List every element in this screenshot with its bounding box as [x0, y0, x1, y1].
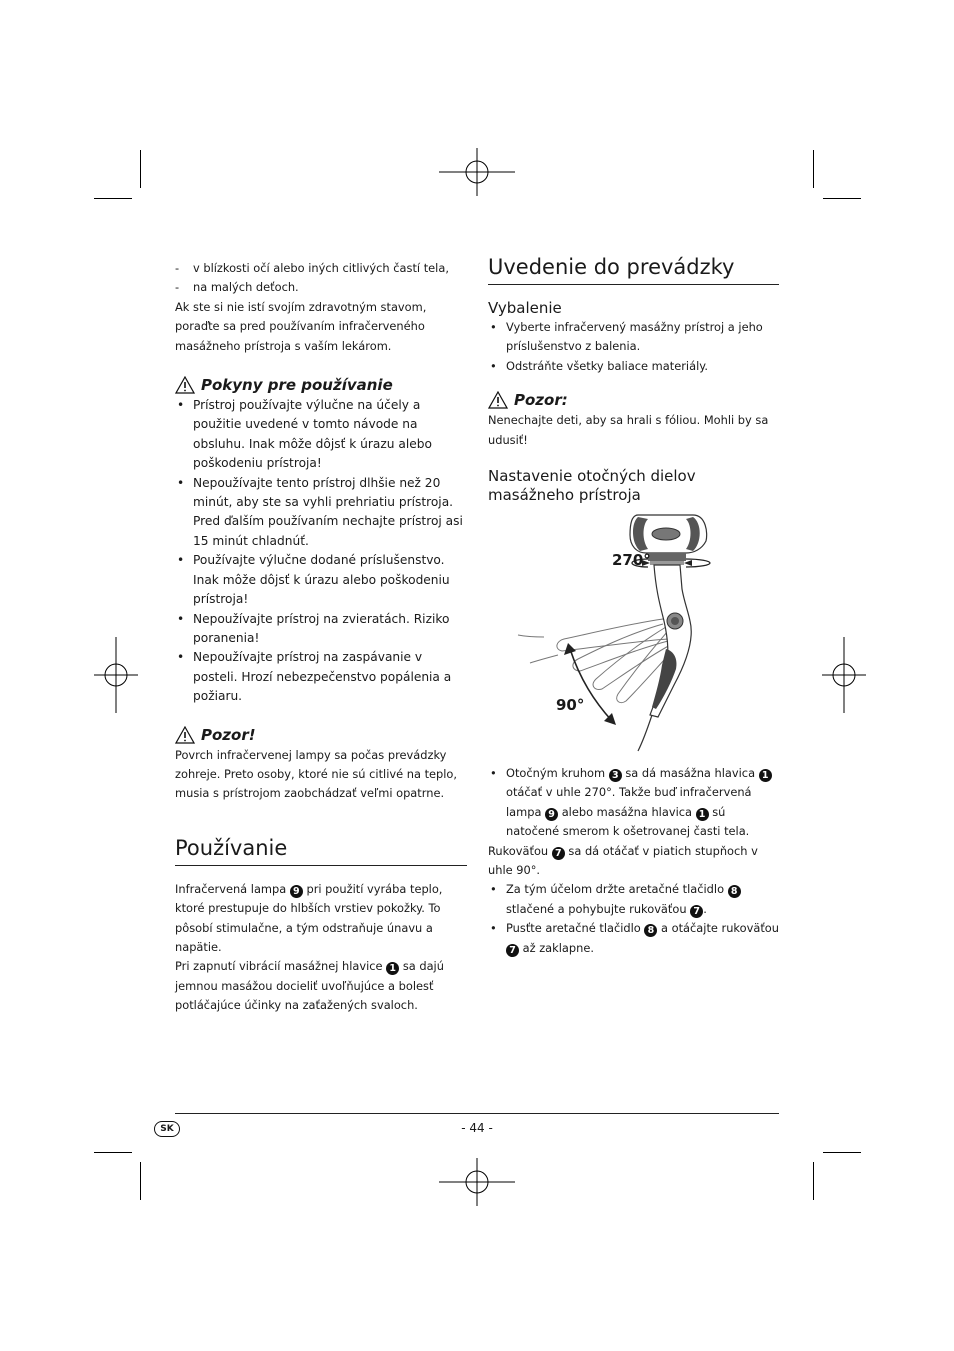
- angle-label-90: 90°: [556, 696, 585, 715]
- registration-mark-icon: [80, 637, 156, 713]
- angle-label-270: 270°: [612, 551, 651, 570]
- crop-mark: [823, 198, 861, 199]
- vybalenie-list: [488, 318, 779, 376]
- list-item: • Nepoužívajte prístroj na zvieratách. Riziko poranenia!: [175, 610, 467, 649]
- pozor-heading: [175, 725, 467, 745]
- pokyny-heading: [175, 375, 467, 395]
- list-item: • Odstráňte všetky baliace materiály.: [488, 357, 779, 376]
- crop-mark: [140, 1162, 141, 1200]
- number-badge: 7: [690, 905, 703, 918]
- warning-icon: [175, 376, 195, 394]
- pozor-title: Pozor:: [514, 391, 568, 410]
- crop-mark: [94, 1152, 132, 1153]
- language-badge: SK: [154, 1121, 180, 1137]
- crop-mark: [813, 1162, 814, 1200]
- warning-icon: [488, 391, 508, 409]
- vybalenie-heading: Vybalenie: [488, 299, 562, 317]
- registration-mark-icon: [439, 134, 515, 210]
- list-item: • Otočným kruhom 3 sa dá masážna hlavica 1 otáčať v uhle 270°. Takže buď infračervená lampa 9 alebo masážna hlavica 1 sú natočené smerom k ošetrovanej časti tela.: [488, 764, 779, 842]
- number-badge: 1: [386, 962, 399, 975]
- list-item: • Používajte výlučne dodané príslušenstvo. Inak môže dôjsť k úrazu alebo poškodeniu prístroja!: [175, 551, 467, 609]
- registration-mark-icon: [806, 637, 882, 713]
- dash-item: - na malých deťoch.: [175, 278, 467, 297]
- device-figure: [488, 509, 779, 759]
- footer-divider: [175, 1113, 779, 1114]
- registration-mark-icon: [439, 1144, 515, 1220]
- list-item: • Vyberte infračervený masážny prístroj a jeho príslušenstvo z balenia.: [488, 318, 779, 357]
- right-column: [488, 253, 779, 958]
- warning-icon: [175, 726, 195, 744]
- number-badge: 3: [609, 769, 622, 782]
- list-item: • Prístroj používajte výlučne na účely a použitie uvedené v tomto návode na obsluhu. Inak môže dôjsť k úrazu alebo poškodeniu prístroja!: [175, 396, 467, 474]
- pouzivanie-paragraph: Infračervená lampa 9 pri použití vyrába teplo, ktoré prestupuje do hlbších vrstiev pokožky. To pôsobí stimulačne, a tým odstraňuje únavu a napätie.: [175, 881, 443, 954]
- list-item: • Za tým účelom držte aretačné tlačidlo 8 stlačené a pohybujte rukoväťou 7 .: [488, 880, 779, 919]
- list-item: • Nepoužívajte prístroj na zaspávanie v posteli. Hrozí nebezpečenstvo popálenia a požiaru.: [175, 648, 467, 706]
- pozor-text: Povrch infračervenej lampy sa počas prevádzky zohreje. Preto osoby, ktoré nie sú citlivé na teplo, musia s prístrojom zaobchádzať veľmi opatrne.: [175, 747, 458, 801]
- number-badge: 8: [728, 885, 741, 898]
- massager-illustration: [488, 509, 779, 759]
- crop-mark: [140, 150, 141, 188]
- number-badge: 9: [545, 808, 558, 821]
- pozor-title: Pozor!: [201, 725, 256, 744]
- pokyny-list: [175, 396, 467, 707]
- nastavenie-heading: Nastavenie otočných dielov masážneho prístroja: [488, 467, 696, 505]
- intro-text: Ak ste si nie istí svojím zdravotným stavom, poraďte sa pred používaním infračerveného masážneho prístroja s vaším lekárom.: [175, 299, 427, 353]
- left-column: [175, 259, 467, 1016]
- number-badge: 1: [759, 769, 772, 782]
- pouzivanie-paragraph: Pri zapnutí vibrácií masážnej hlavice 1 sa dajú jemnou masážou docieliť uvoľňujúce a bolesť potláčajúce účinky na zaťažených svaloch.: [175, 959, 444, 1013]
- pozor-heading: [488, 390, 779, 410]
- number-badge: 7: [552, 847, 565, 860]
- number-badge: 1: [696, 808, 709, 821]
- crop-mark: [823, 1152, 861, 1153]
- page-number: - 44 -: [461, 1121, 493, 1135]
- rotation-list: [488, 764, 779, 842]
- list-item: • Nepoužívajte tento prístroj dlhšie než 20 minút, aby ste sa vyhli prehriatiu prístroja. Pred ďalším používaním nechajte prístroj asi 15 minút chladnúť.: [175, 474, 467, 552]
- rukovat-paragraph: Rukoväťou 7 sa dá otáčať v piatich stupňoch v uhle 90°.: [488, 843, 758, 878]
- list-item: • Pusťte aretačné tlačidlo 8 a otáčajte rukoväťou 7 až zaklapne.: [488, 919, 779, 958]
- dash-item: - v blízkosti očí alebo iných citlivých častí tela,: [175, 259, 467, 278]
- handle-list: [488, 880, 779, 958]
- number-badge: 8: [644, 924, 657, 937]
- uvedenie-heading: Uvedenie do prevádzky: [488, 253, 779, 285]
- number-badge: 7: [506, 944, 519, 957]
- crop-mark: [94, 198, 132, 199]
- pokyny-title: Pokyny pre používanie: [201, 376, 393, 395]
- pozor-text: Nenechajte deti, aby sa hrali s fóliou. Mohli by sa udusiť!: [488, 413, 769, 447]
- pouzivanie-heading: Používanie: [175, 834, 467, 866]
- crop-mark: [813, 150, 814, 188]
- number-badge: 9: [290, 885, 303, 898]
